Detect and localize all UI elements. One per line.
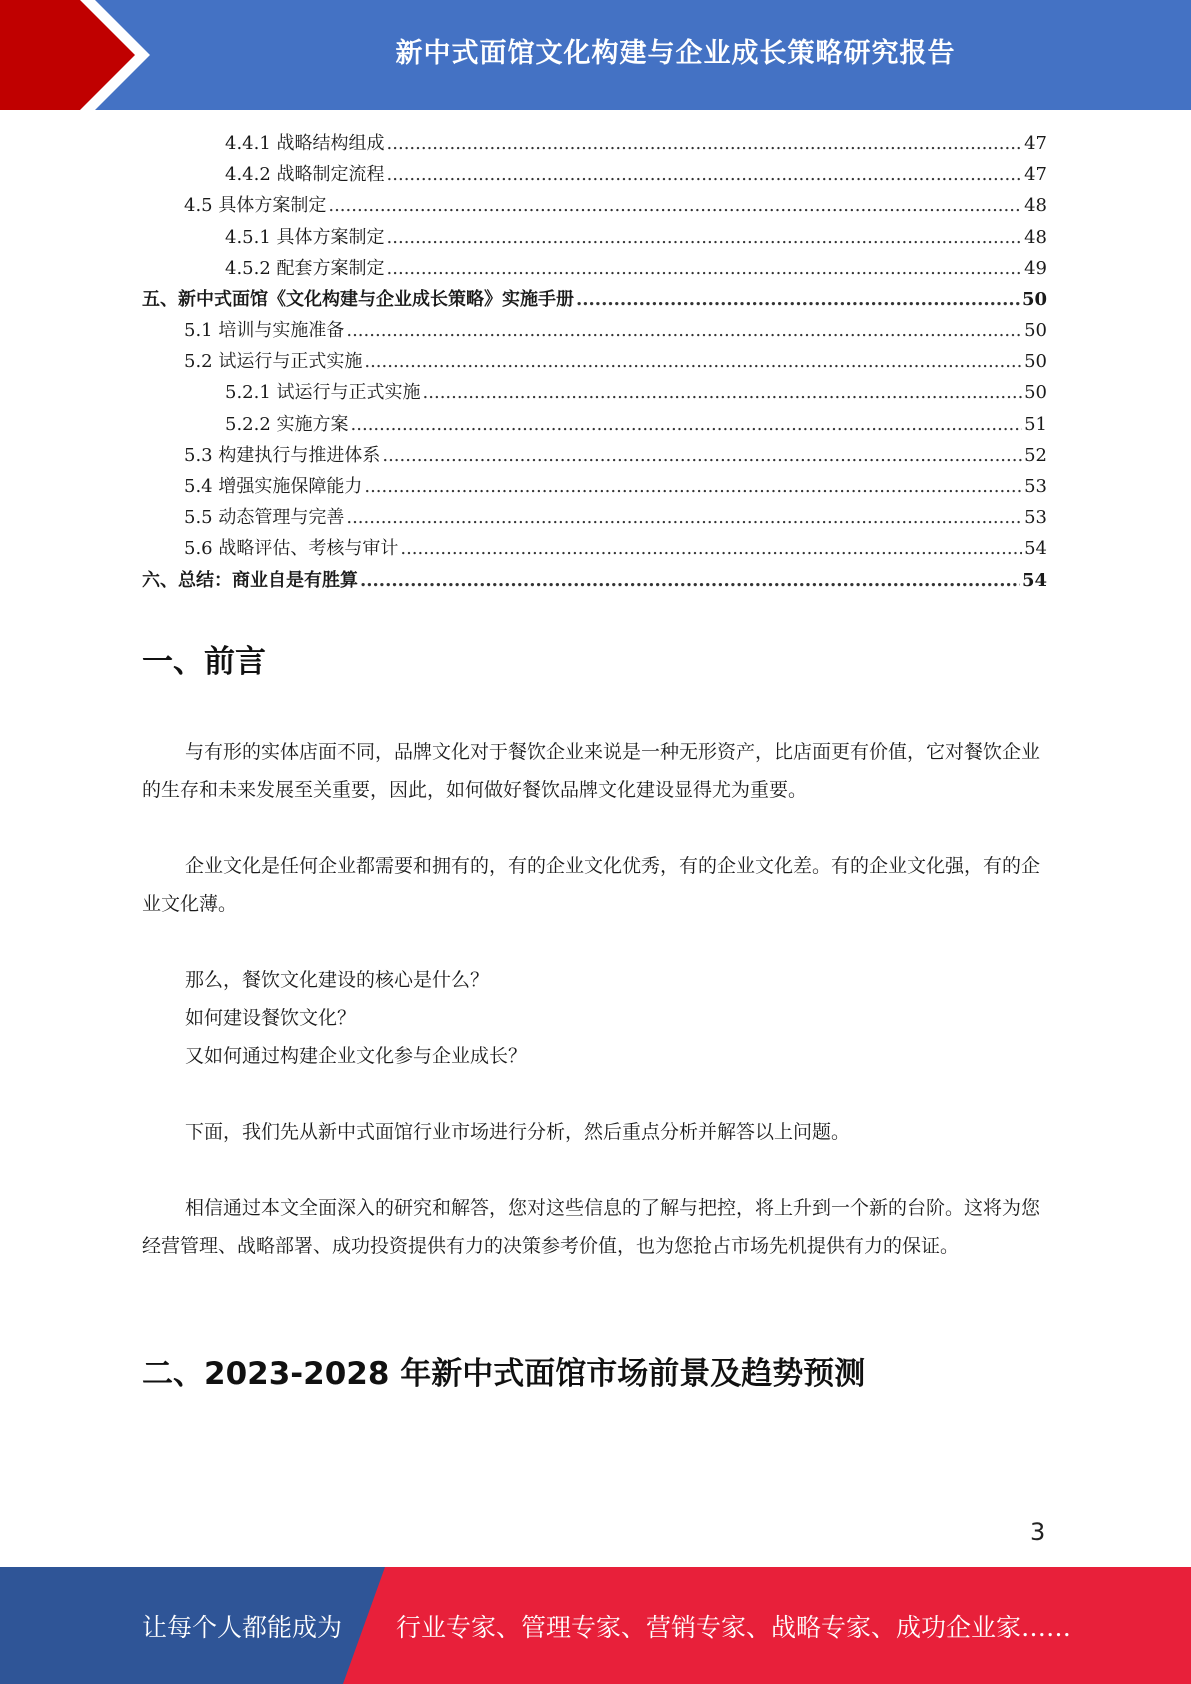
toc-dot-leader [351, 409, 1023, 440]
toc-entry-page: 47 [1024, 164, 1047, 186]
toc-entry[interactable] [142, 284, 1047, 315]
toc-dot-leader [382, 440, 1022, 471]
footer-slogan-left: 让每个人都能成为 [142, 1612, 343, 1642]
toc-entry-page: 50 [1024, 320, 1047, 342]
question-line: 又如何通过构建企业文化参与企业成长？ [185, 1045, 528, 1067]
toc-entry-page: 49 [1024, 257, 1047, 279]
toc-entry[interactable] [142, 378, 1047, 409]
toc-entry-page: 50 [1024, 351, 1047, 373]
toc-entry-page: 47 [1024, 132, 1047, 154]
toc-dot-leader [346, 315, 1022, 346]
toc-dot-leader [360, 565, 1020, 596]
toc-entry-page: 52 [1024, 444, 1047, 466]
toc-entry-title: 5.4 增强实施保障能力 [184, 476, 363, 498]
paragraph: 与有形的实体店面不同，品牌文化对于餐饮企业来说是一种无形资产，比店面更有价值，它对餐饮企业的生存和未来发展至关重要，因此，如何做好餐饮品牌文化建设显得尤为重要。 [142, 741, 1041, 801]
toc-entry-title: 5.2.1 试运行与正式实施 [225, 382, 421, 404]
toc-entry-page: 51 [1024, 413, 1047, 435]
toc-dot-leader [387, 159, 1023, 190]
page-header [0, 0, 1191, 110]
toc-entry-title: 六、总结：商业自是有胜算 [142, 569, 358, 591]
paragraph: 企业文化是任何企业都需要和拥有的，有的企业文化优秀，有的企业文化差。有的企业文化强，有的企业文化薄。 [142, 855, 1041, 915]
toc-entry[interactable] [142, 533, 1047, 564]
toc-entry[interactable] [142, 128, 1047, 159]
toc-entry-page: 48 [1024, 226, 1047, 248]
toc-entry-title: 4.4.1 战略结构组成 [225, 132, 385, 154]
toc-entry-title: 5.5 动态管理与完善 [184, 507, 345, 529]
toc-dot-leader [387, 253, 1023, 284]
question-line: 如何建设餐饮文化？ [185, 1007, 357, 1029]
toc-entry[interactable] [142, 471, 1047, 502]
toc-entry-title: 4.5 具体方案制定 [184, 195, 327, 217]
toc-dot-leader [400, 533, 1022, 564]
footer-slogan-right: 行业专家、管理专家、营销专家、战略专家、成功企业家…… [396, 1612, 1072, 1642]
toc-entry[interactable] [142, 346, 1047, 377]
toc-entry-title: 4.4.2 战略制定流程 [225, 164, 385, 186]
toc-entry-title: 4.5.1 具体方案制定 [225, 226, 385, 248]
paragraph: 相信通过本文全面深入的研究和解答，您对这些信息的了解与把控，将上升到一个新的台阶。这将为您经营管理、战略部署、成功投资提供有力的决策参考价值，也为您抢占市场先机提供有力的保证。 [142, 1197, 1041, 1257]
toc-entry-title: 5.2 试运行与正式实施 [184, 351, 363, 373]
toc-entry-page: 50 [1024, 382, 1047, 404]
toc-entry-title: 5.2.2 实施方案 [225, 413, 349, 435]
toc-entry[interactable] [142, 222, 1047, 253]
toc-entry[interactable] [142, 253, 1047, 284]
toc-entry-page: 54 [1021, 569, 1047, 591]
toc-dot-leader [328, 190, 1022, 221]
toc-dot-leader [346, 502, 1022, 533]
toc-dot-leader [423, 377, 1023, 408]
toc-entry-page: 50 [1021, 288, 1047, 310]
question-line: 那么，餐饮文化建设的核心是什么？ [185, 969, 490, 991]
toc-entry[interactable] [142, 409, 1047, 440]
toc-entry-title: 五、新中式面馆《文化构建与企业成长策略》实施手册 [142, 288, 574, 310]
toc-entry-page: 53 [1024, 476, 1047, 498]
toc-dot-leader [364, 471, 1022, 502]
document-title: 新中式面馆文化构建与企业成长策略研究报告 [395, 37, 956, 69]
page-number: 3 [1030, 1518, 1046, 1546]
toc-entry[interactable] [142, 565, 1047, 596]
table-of-contents [142, 128, 1047, 596]
toc-entry-title: 5.3 构建执行与推进体系 [184, 444, 381, 466]
page-footer [0, 1567, 1191, 1684]
section-heading-market-outlook: 二、2023-2028 年新中式面馆市场前景及趋势预测 [142, 1356, 866, 1392]
section-heading-preface: 一、前言 [142, 644, 266, 680]
toc-entry-title: 4.5.2 配套方案制定 [225, 257, 385, 279]
toc-dot-leader [387, 128, 1023, 159]
toc-entry[interactable] [142, 440, 1047, 471]
toc-entry-page: 54 [1024, 538, 1047, 560]
toc-entry[interactable] [142, 159, 1047, 190]
paragraph: 下面，我们先从新中式面馆行业市场进行分析，然后重点分析并解答以上问题。 [185, 1121, 851, 1143]
toc-entry[interactable] [142, 315, 1047, 346]
toc-entry-title: 5.6 战略评估、考核与审计 [184, 538, 399, 560]
toc-entry[interactable] [142, 190, 1047, 221]
toc-entry[interactable] [142, 502, 1047, 533]
toc-entry-title: 5.1 培训与实施准备 [184, 320, 345, 342]
toc-dot-leader [576, 284, 1020, 315]
toc-entry-page: 53 [1024, 507, 1047, 529]
toc-entry-page: 48 [1024, 195, 1047, 217]
toc-dot-leader [364, 346, 1022, 377]
toc-dot-leader [387, 222, 1023, 253]
